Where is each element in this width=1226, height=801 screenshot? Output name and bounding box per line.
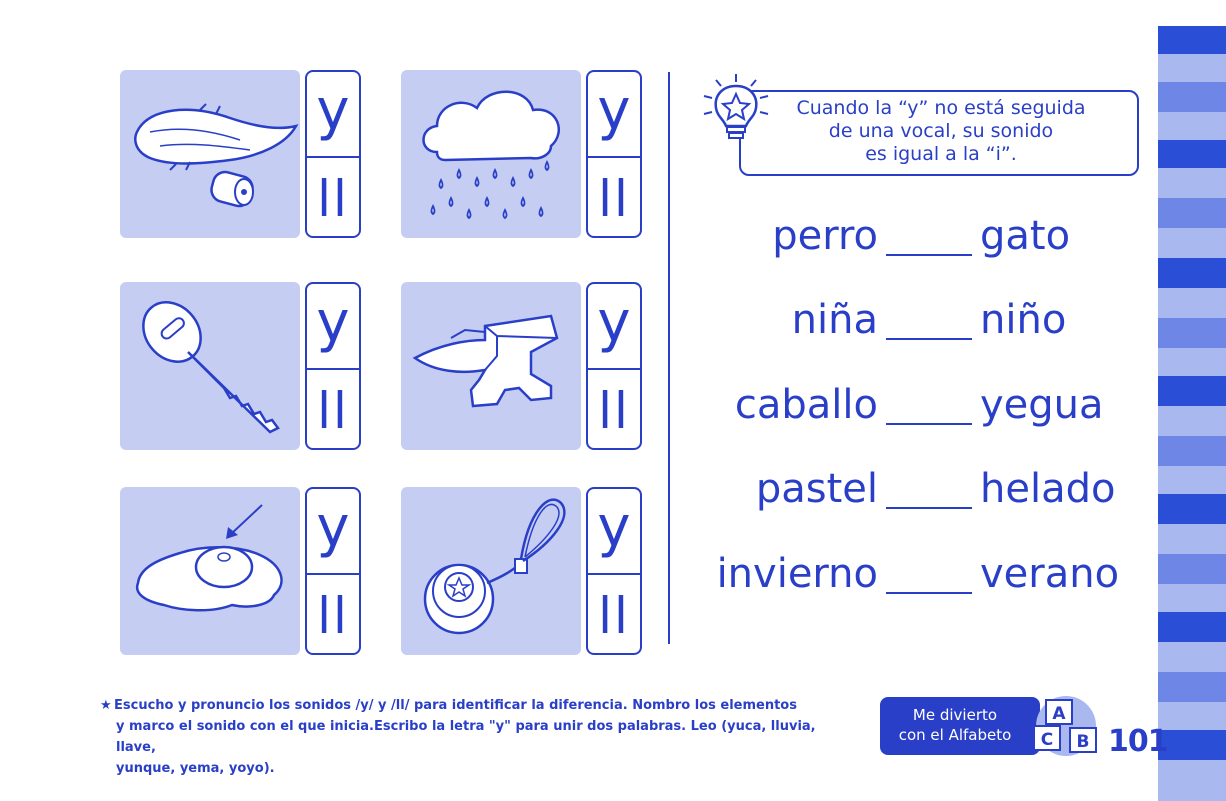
card-picture	[401, 487, 581, 655]
word-left: invierno	[716, 551, 878, 597]
letter-y[interactable]: y	[316, 290, 350, 355]
card-picture	[401, 70, 581, 238]
word-right: helado	[980, 466, 1116, 512]
word-pair	[700, 208, 1150, 268]
letter-y[interactable]: y	[597, 78, 631, 143]
card-picture	[120, 70, 300, 238]
letter-ll[interactable]: ll	[598, 587, 630, 645]
page-number: 101	[1108, 724, 1168, 759]
letter-y[interactable]: y	[597, 495, 631, 560]
word-pair	[700, 292, 1150, 352]
letter-y[interactable]: y	[316, 495, 350, 560]
tip-box	[739, 90, 1139, 176]
yuca-icon	[120, 70, 300, 238]
letter-choice-box[interactable]	[305, 282, 361, 450]
letter-ll[interactable]: ll	[317, 170, 349, 228]
tip-text: Cuando la “y” no está seguida de una vocal, su sonido es igual a la “i”.	[796, 97, 1086, 165]
card-picture	[401, 282, 581, 450]
yoyo-icon	[401, 487, 581, 655]
word-pair	[700, 377, 1150, 437]
card-picture	[120, 282, 300, 450]
word-left: pastel	[755, 466, 878, 512]
letter-ll[interactable]: ll	[317, 587, 349, 645]
letter-ll[interactable]: ll	[598, 382, 630, 440]
word-left: niña	[791, 297, 878, 343]
letter-y[interactable]: y	[316, 78, 350, 143]
lluvia-icon	[401, 70, 581, 238]
word-right: niño	[980, 297, 1067, 343]
card-picture	[120, 487, 300, 655]
answer-blank[interactable]	[886, 507, 972, 509]
word-pair	[700, 546, 1150, 606]
word-right: verano	[980, 551, 1120, 597]
svg-text:A: A	[1052, 704, 1066, 724]
badge-text: Me divierto con el Alfabeto	[898, 706, 1012, 744]
answer-blank[interactable]	[886, 423, 972, 425]
word-left: perro	[772, 213, 878, 259]
word-left: caballo	[734, 382, 878, 428]
star-icon: ★	[100, 698, 112, 713]
svg-text:B: B	[1076, 732, 1090, 752]
answer-blank[interactable]	[886, 254, 972, 256]
lightbulb-icon	[700, 72, 772, 144]
word-right: yegua	[980, 382, 1104, 428]
divider-line	[668, 72, 670, 644]
word-pair	[700, 461, 1150, 521]
letter-ll[interactable]: ll	[317, 382, 349, 440]
series-badge	[880, 697, 1040, 755]
word-right: gato	[980, 213, 1071, 259]
llave-icon	[120, 282, 300, 450]
instructions: ★ Escucho y pronuncio los sonidos /y/ y /ll/ para identificar la diferencia. Nombro los elementos y marco el sonido con el que inicia.Escribo la letra "y" para unir dos palabras. Leo (yuca, lluvia, llave, yunque, yema, yoyo).	[100, 695, 820, 779]
letter-ll[interactable]: ll	[598, 170, 630, 228]
letter-y[interactable]: y	[597, 290, 631, 355]
yunque-icon	[401, 282, 581, 450]
letter-choice-box[interactable]	[305, 70, 361, 238]
letter-choice-box[interactable]	[305, 487, 361, 655]
letter-choice-box[interactable]	[586, 70, 642, 238]
svg-text:C: C	[1040, 730, 1054, 750]
letter-choice-box[interactable]	[586, 282, 642, 450]
answer-blank[interactable]	[886, 592, 972, 594]
decorative-stripes	[1158, 0, 1226, 801]
yema-icon	[120, 487, 300, 655]
answer-blank[interactable]	[886, 338, 972, 340]
alphabet-blocks-icon	[1030, 696, 1106, 758]
letter-choice-box[interactable]	[586, 487, 642, 655]
